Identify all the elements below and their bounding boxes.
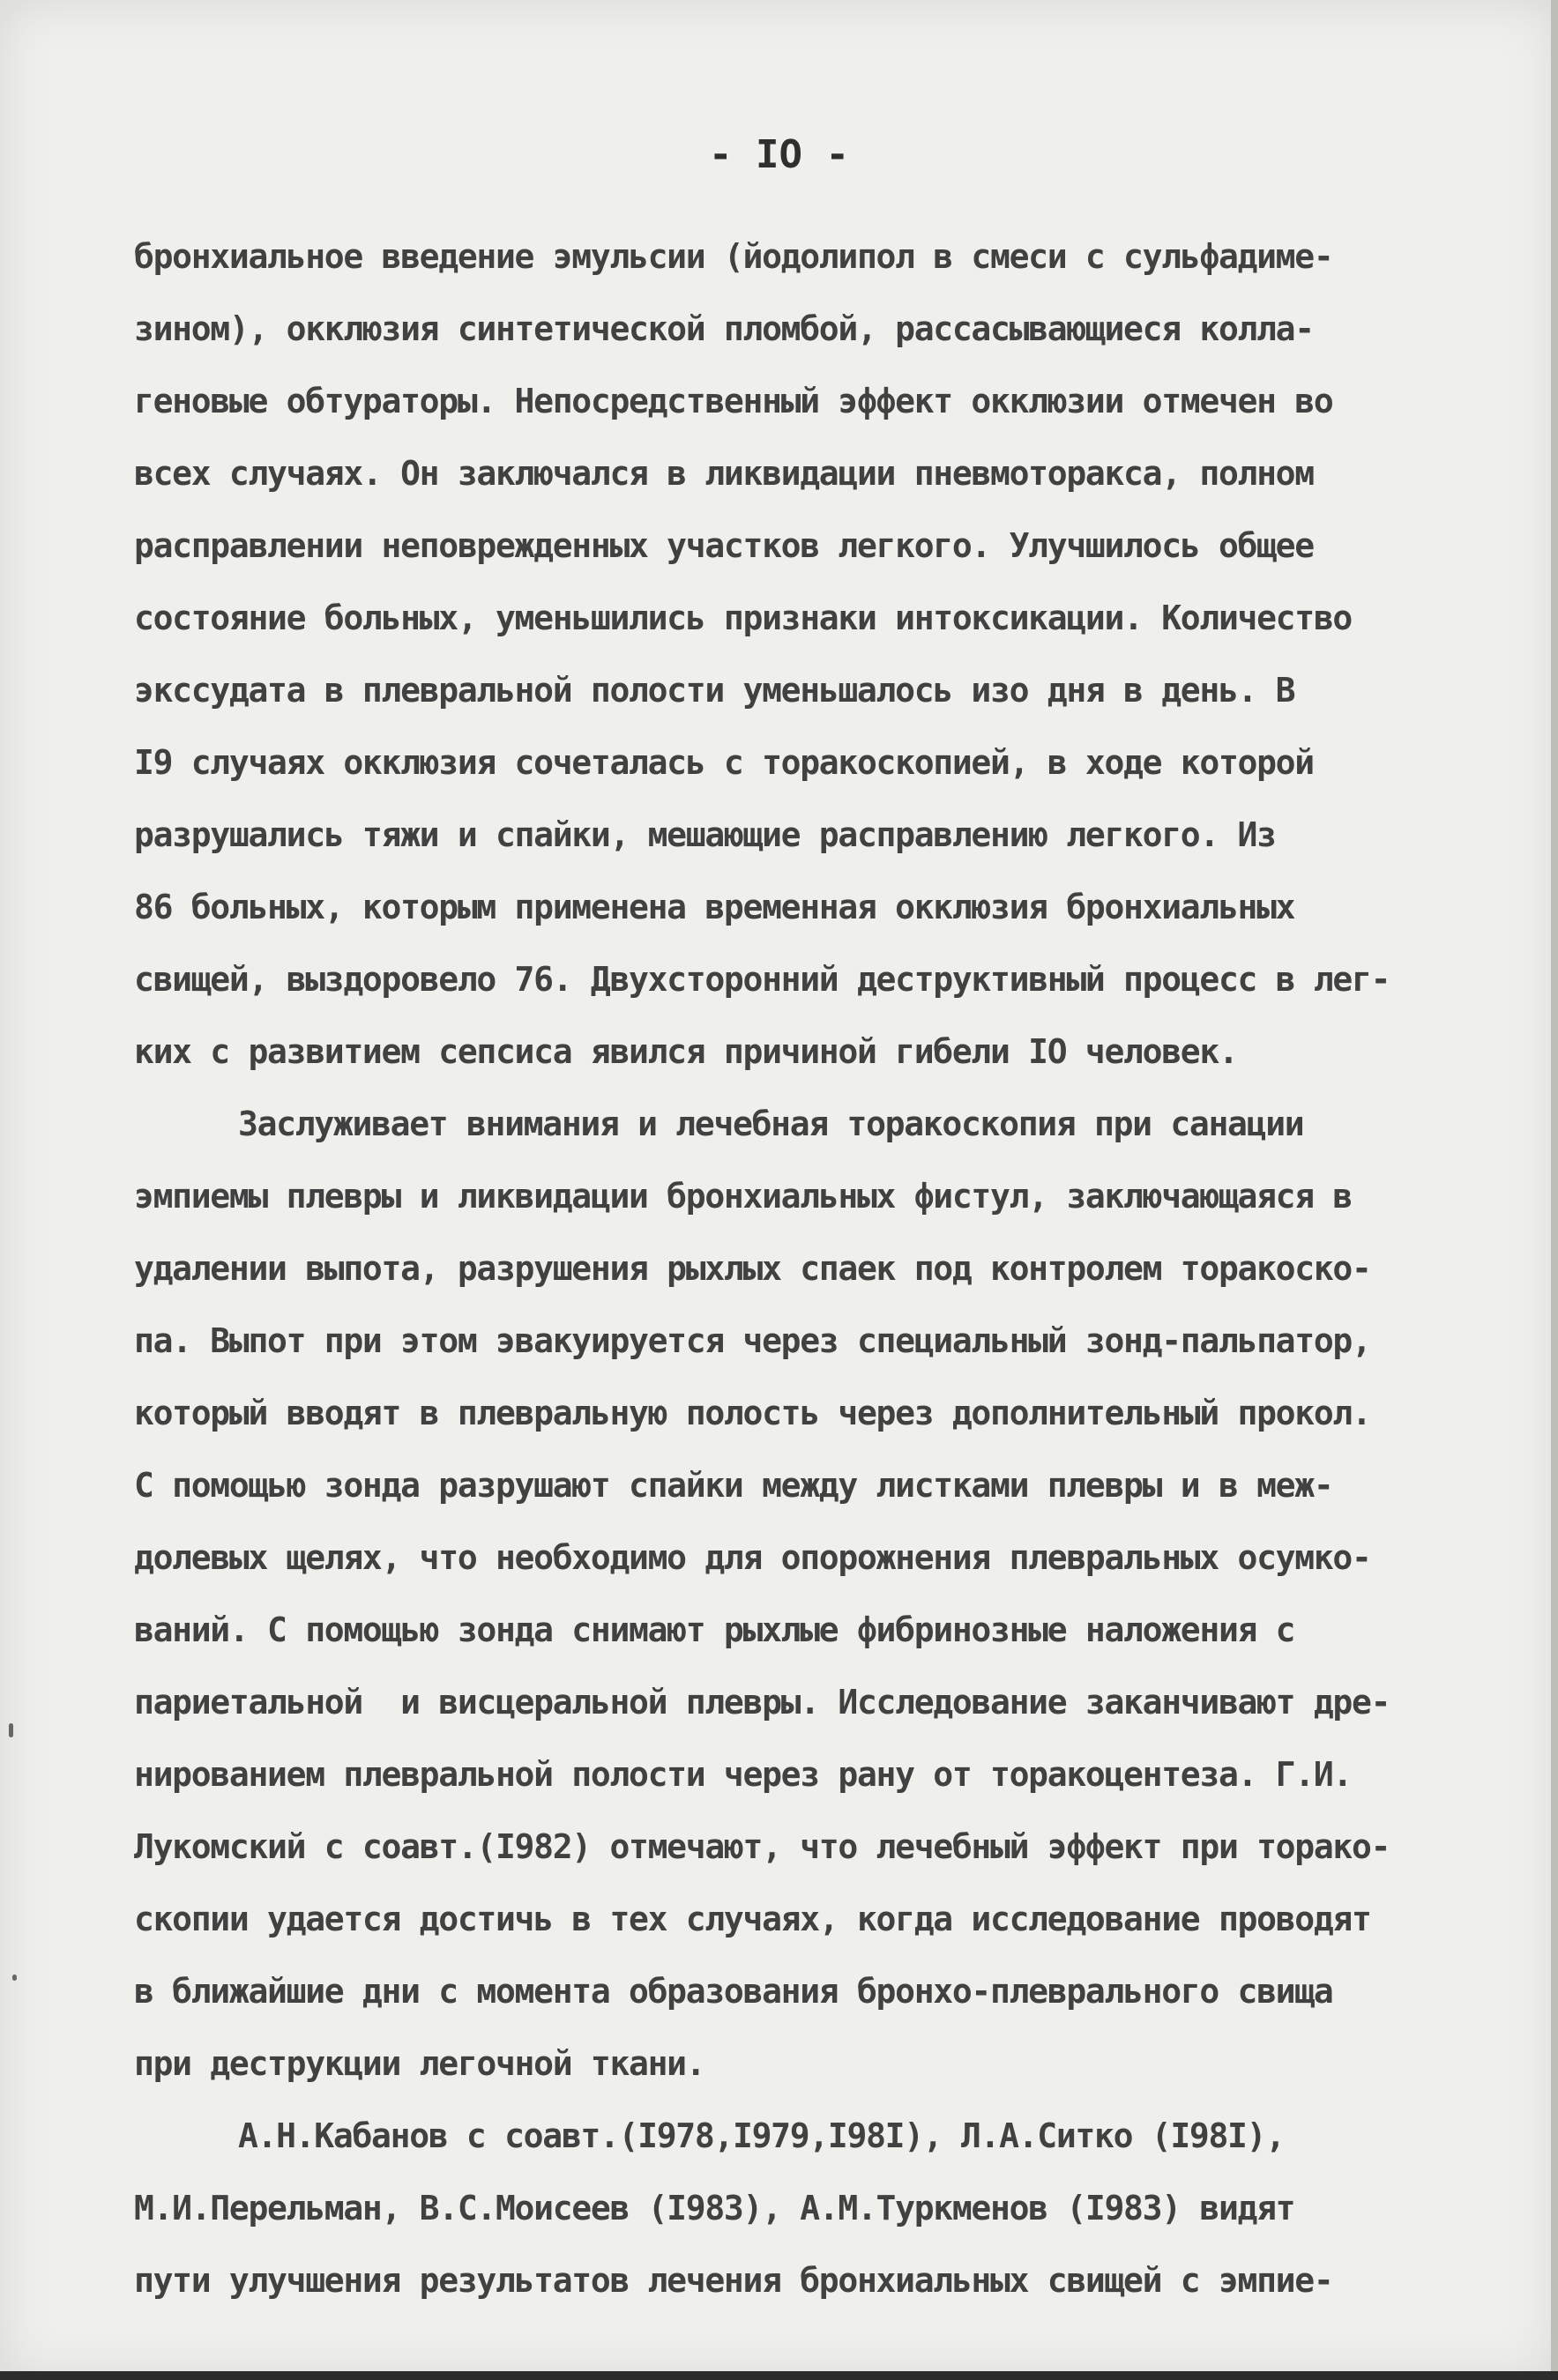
page-edge <box>1551 0 1558 2380</box>
text-line: ваний. С помощью зонда снимают рыхлые фибринозные наложения с <box>134 1610 1295 1649</box>
text-line: геновые обтураторы. Непосредственный эффект окклюзии отмечен во <box>134 382 1333 420</box>
text-line: па. Выпот при этом эвакуируется через специальный зонд-пальпатор, <box>134 1321 1371 1360</box>
text-line: I9 случаях окклюзия сочеталась с торакоскопией, в ходе которой <box>134 743 1314 782</box>
text-line: долевых щелях, что необходимо для опорожнения плевральных осумко- <box>134 1538 1371 1577</box>
text-line: экссудата в плевральной полости уменьшалось изо дня в день. В <box>134 671 1295 710</box>
text-line: удалении выпота, разрушения рыхлых спаек под контролем торакоско- <box>134 1249 1371 1288</box>
text-line: Лукомский с соавт.(I982) отмечают, что лечебный эффект при торако- <box>134 1827 1390 1866</box>
text-line: в ближайшие дни с момента образования бронхо-плеврального свища <box>134 1972 1333 2011</box>
text-line: М.И.Перельман, В.С.Моисеев (I983), А.М.Туркменов (I983) видят <box>134 2189 1295 2228</box>
text-line: париетальной и висцеральной плевры. Исследование заканчивают дре- <box>134 1683 1390 1722</box>
text-line: который вводят в плевральную полость через дополнительный прокол. <box>134 1394 1371 1432</box>
text-line: 86 больных, которым применена временная окклюзия бронхиальных <box>134 888 1295 926</box>
text-line: всех случаях. Он заключался в ликвидации пневмоторакса, полном <box>134 454 1314 493</box>
text-line: нированием плевральной полости через рану от торакоцентеза. Г.И. <box>134 1755 1352 1794</box>
text-line: Заслуживает внимания и лечебная торакоскопия при санации <box>238 1104 1304 1143</box>
text-line: зином), окклюзия синтетической пломбой, рассасывающиеся колла- <box>134 309 1314 348</box>
text-line: эмпиемы плевры и ликвидации бронхиальных фистул, заключающаяся в <box>134 1177 1352 1216</box>
text-line: скопии удается достичь в тех случаях, когда исследование проводят <box>134 1900 1371 1938</box>
text-line: С помощью зонда разрушают спайки между листками плевры и в меж- <box>134 1466 1333 1505</box>
text-line: при деструкции легочной ткани. <box>134 2044 705 2083</box>
scan-mark <box>9 1723 13 1737</box>
page-number: - IO - <box>709 132 849 177</box>
text-line: расправлении неповрежденных участков легкого. Улучшилось общее <box>134 526 1314 565</box>
text-line: состояние больных, уменьшились признаки интоксикации. Количество <box>134 599 1352 637</box>
text-line: разрушались тяжи и спайки, мешающие расправлению легкого. Из <box>134 815 1276 854</box>
text-line: бронхиальное введение эмульсии (йодолипол в смеси с сульфадиме- <box>134 237 1333 276</box>
text-line: пути улучшения результатов лечения бронхиальных свищей с эмпие- <box>134 2261 1333 2300</box>
text-line: А.Н.Кабанов с соавт.(I978,I979,I98I), Л.А.Ситко (I98I), <box>238 2116 1285 2155</box>
text-line: свищей, выздоровело 76. Двухсторонний деструктивный процесс в лег- <box>134 960 1390 999</box>
document-body <box>134 220 1518 2317</box>
scan-mark <box>12 1975 17 1981</box>
text-line: ких с развитием сепсиса явился причиной гибели IO человек. <box>134 1032 1238 1071</box>
scan-border <box>0 2371 1558 2380</box>
